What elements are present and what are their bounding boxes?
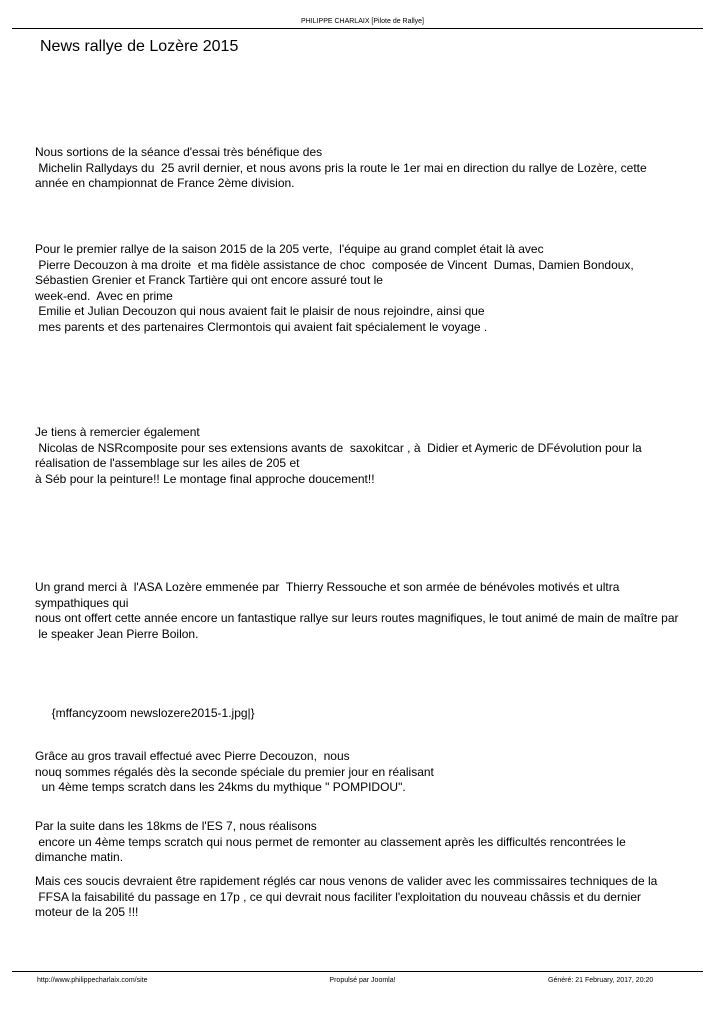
paragraph-line: Michelin Rallydays du 25 avril dernier, et nous avons pris la route le 1er mai en direction du rallye de Lozère, cette [35,160,647,175]
paragraph-line: Par la suite dans les 18kms de l'ES 7, nous réalisons [35,819,317,833]
article-paragraph-5 [35,749,695,796]
article-paragraph-2 [35,242,695,335]
site-header-label: PHILIPPE CHARLAIX [Pilote de Rallye] [301,18,424,25]
footer-generated-date: Généré: 21 February, 2017, 20:20 [548,977,654,984]
article-paragraph-6 [35,819,695,866]
paragraph-line: à Séb pour la peinture!! Le montage final approche doucement!! [35,471,375,486]
header-divider [12,28,703,29]
paragraph-line: Sébastien Grenier et Franck Tartière qui ont encore assuré tout le [35,273,383,287]
paragraph-line: nouq sommes régalés dès la seconde spéciale du premier jour en réalisant [35,764,434,779]
paragraph-line: Pierre Decouzon à ma droite et ma fidèle assistance de choc composée de Vincent Dumas, Damien Bondoux, [35,257,634,272]
article-paragraph-4 [35,580,695,642]
article-paragraph-7 [35,874,695,921]
paragraph-line: Nous sortions de la séance d'essai très bénéfique des [35,145,323,159]
footer-site-url[interactable]: http://www.philippecharlaix.com/site [37,977,148,984]
footer-divider [12,971,703,972]
paragraph-line: FFSA la faisabilité du passage en 17p , ce qui devrait nous faciliter l'exploitation du nouveau châssis et du dernier [35,889,641,904]
paragraph-line: le speaker Jean Pierre Boilon. [35,626,199,641]
paragraph-line: réalisation de l'assemblage sur les ailes de 205 et [35,456,300,470]
paragraph-line: encore un 4ème temps scratch qui nous permet de remonter au classement après les difficultés rencontrées le [35,834,626,849]
paragraph-line: Emilie et Julian Decouzon qui nous avaient fait le plaisir de nous rejoindre, ainsi que [35,304,485,318]
paragraph-line: Un grand merci à l'ASA Lozère emmenée par Thierry Ressouche et son armée de bénévoles motivés et ultra [35,580,620,594]
paragraph-line: Je tiens à remercier également [35,425,200,439]
paragraph-line: moteur de la 205 !!! [35,905,139,919]
paragraph-line: mes parents et des partenaires Clermontois qui avaient fait spécialement le voyage . [35,319,488,334]
paragraph-line: un 4ème temps scratch dans les 24kms du mythique " POMPIDOU". [35,780,406,794]
paragraph-line: dimanche matin. [35,850,124,864]
paragraph-line: nous ont offert cette année encore un fantastique rallye sur leurs routes magnifiques, le tout animé de main de maître par [35,611,679,625]
image-placeholder-tag [35,706,695,722]
paragraph-line: week-end. Avec en prime [35,288,173,303]
paragraph-line: année en championnat de France 2ème division. [35,176,295,190]
paragraph-line: Grâce au gros travail effectué avec Pierre Decouzon, nous [35,749,350,763]
article-paragraph-3 [35,425,695,487]
paragraph-line: Pour le premier rallye de la saison 2015 de la 205 verte, l'équipe au grand complet était là avec [35,242,544,256]
paragraph-line: Nicolas de NSRcomposite pour ses extensions avants de saxokitcar , à Didier et Aymeric de DFévolution pour la [35,440,642,455]
paragraph-line: Mais ces soucis devraient être rapidement réglés car nous venons de valider avec les commissaires techniques de la [35,874,658,888]
footer-powered-by: Propulsé par Joomla! [329,977,396,984]
paragraph-line: sympathiques qui [35,595,129,610]
paragraph-line: {mffancyzoom newslozere2015-1.jpg|} [35,706,255,720]
page-title: News rallye de Lozère 2015 [40,38,239,55]
article-paragraph-1 [35,145,695,192]
